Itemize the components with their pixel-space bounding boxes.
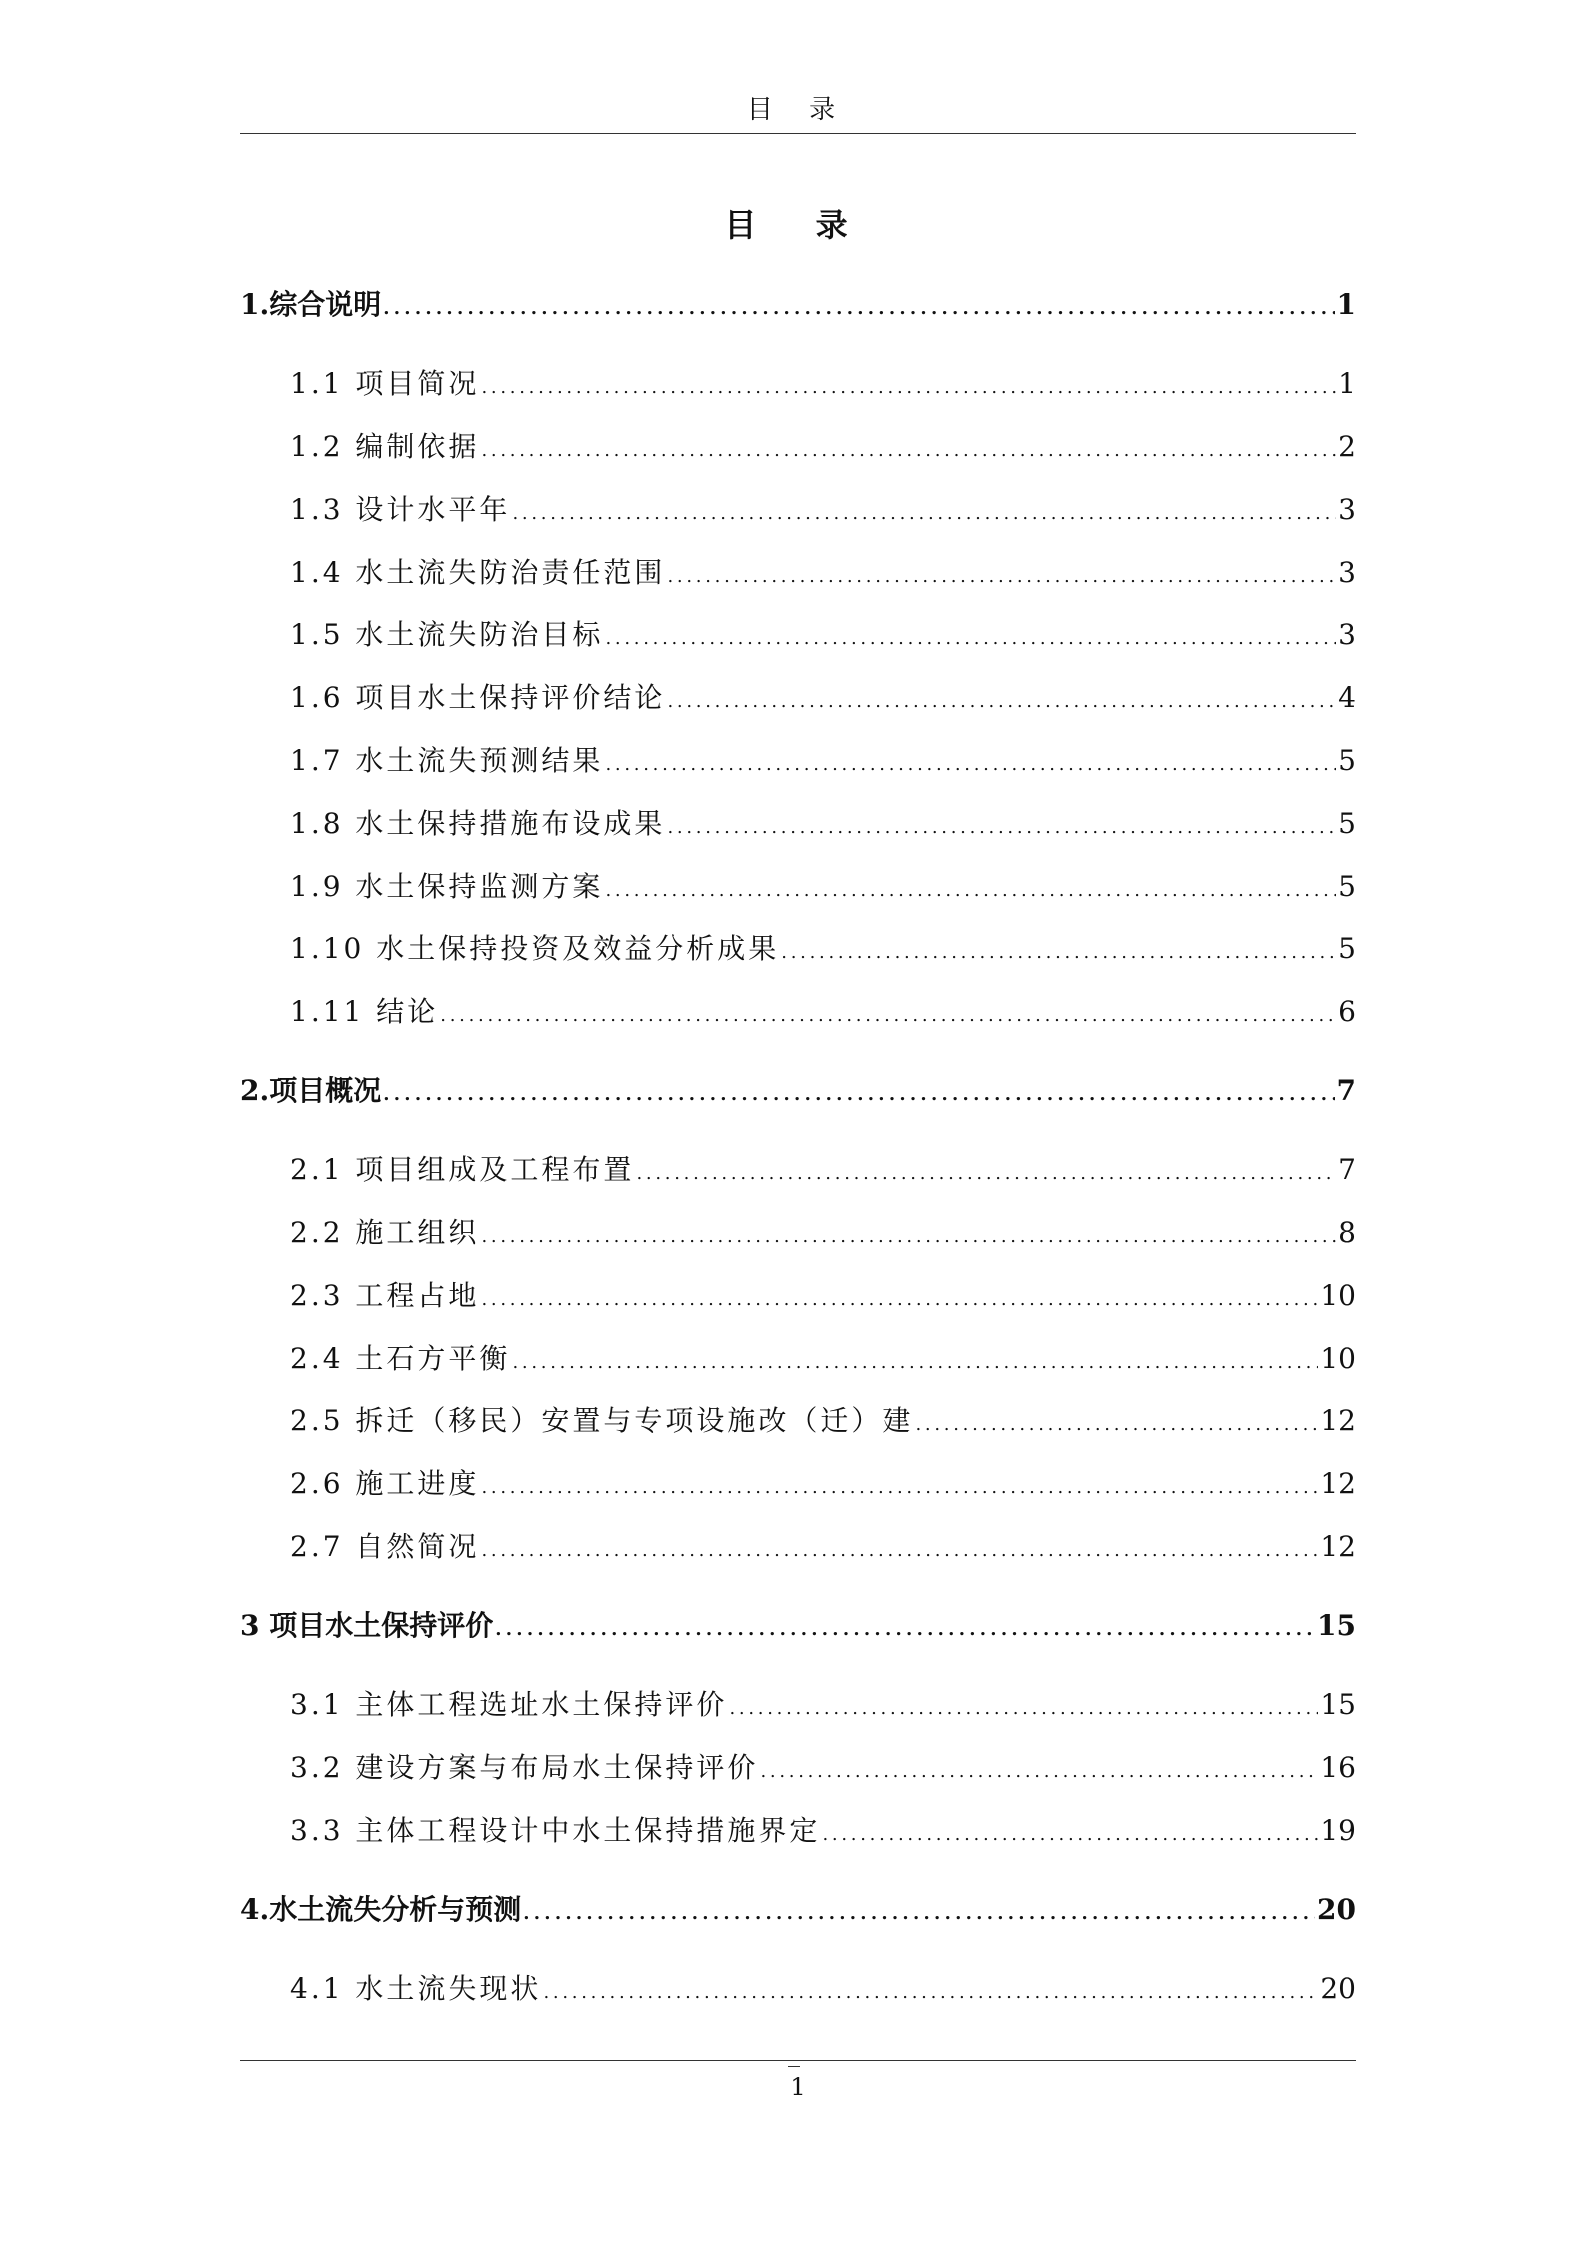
toc-entry[interactable] (290, 615, 1356, 655)
toc-entry-page: 15 (1320, 1688, 1356, 1721)
dot-leader (481, 1464, 1318, 1508)
toc-entry[interactable] (290, 1339, 1356, 1379)
toc-entry-page: 5 (1338, 932, 1356, 965)
toc-entry-page: 12 (1320, 1467, 1356, 1500)
toc-entry-title: 1.9 水土保持监测方案 (290, 870, 604, 903)
footer-rule (240, 2060, 1356, 2061)
toc-entry-page: 19 (1320, 1814, 1356, 1847)
dot-leader (667, 678, 1336, 722)
toc-entry-page: 3 (1338, 618, 1356, 651)
toc-entry[interactable] (290, 741, 1356, 781)
toc-entry-title: 2.6 施工进度 (290, 1467, 480, 1500)
toc-entry-title: 4.1 水土流失现状 (290, 1972, 542, 2005)
toc-entry[interactable] (290, 1464, 1356, 1504)
toc-entry-page: 20 (1320, 1972, 1356, 2005)
toc-entry[interactable] (290, 553, 1356, 593)
dot-leader (481, 1527, 1318, 1571)
dot-leader (760, 1748, 1318, 1792)
dot-leader (605, 615, 1336, 659)
toc-entry-page: 6 (1338, 995, 1356, 1028)
dot-leader (822, 1811, 1318, 1855)
toc-entry[interactable] (290, 678, 1356, 718)
toc-entry-page: 3 (1338, 493, 1356, 526)
toc-entry-page: 10 (1320, 1279, 1356, 1312)
toc-entry[interactable] (290, 1276, 1356, 1316)
dot-leader (383, 1071, 1334, 1115)
toc-entry-page: 5 (1338, 870, 1356, 903)
toc-entry[interactable] (290, 1748, 1356, 1788)
toc-entry-page: 7 (1338, 1153, 1356, 1186)
dot-leader (543, 1969, 1318, 2013)
toc-entry-title: 1.3 设计水平年 (290, 493, 511, 526)
toc-entry-title: 1.5 水土流失防治目标 (290, 618, 604, 651)
toc-entry[interactable] (290, 1811, 1356, 1851)
dot-leader (729, 1685, 1318, 1729)
toc-entry-page: 16 (1320, 1751, 1356, 1784)
dot-leader (481, 1213, 1336, 1257)
toc-entry-title: 2.3 工程占地 (290, 1279, 480, 1312)
page-number-mark (788, 2066, 800, 2067)
dot-leader (512, 490, 1336, 534)
toc-entry[interactable] (290, 804, 1356, 844)
toc-entry-page: 7 (1336, 1074, 1356, 1107)
dot-leader (481, 364, 1336, 408)
toc-entry-page: 5 (1338, 807, 1356, 840)
toc-entry[interactable] (290, 929, 1356, 969)
toc-entry[interactable] (290, 1213, 1356, 1253)
running-header: 目 录 (746, 95, 850, 125)
dot-leader (495, 1606, 1315, 1650)
toc-entry[interactable] (290, 992, 1356, 1032)
toc-entry-title: 1.11 结论 (290, 995, 439, 1028)
toc-entry-title: 2.5 拆迁（移民）安置与专项设施改（迁）建 (290, 1404, 914, 1437)
toc-entry-title: 1.2 编制依据 (290, 430, 480, 463)
toc-title: 目 录 (724, 206, 872, 244)
dot-leader (915, 1401, 1318, 1445)
toc-entry-title: 2.7 自然简况 (290, 1530, 480, 1563)
toc-entry-title: 1.10 水土保持投资及效益分析成果 (290, 932, 780, 965)
dot-leader (523, 1890, 1315, 1934)
header-rule (240, 133, 1356, 134)
toc-entry-title: 2.2 施工组织 (290, 1216, 480, 1249)
toc-entry-title: 3.2 建设方案与布局水土保持评价 (290, 1751, 759, 1784)
toc-entry[interactable] (290, 1527, 1356, 1567)
toc-entry-title: 1.1 项目简况 (290, 367, 480, 400)
toc-entry-page: 4 (1338, 681, 1356, 714)
toc-entry-page: 5 (1338, 744, 1356, 777)
toc-entry[interactable] (240, 1071, 1356, 1111)
dot-leader (481, 427, 1336, 471)
dot-leader (512, 1339, 1318, 1383)
toc-entry[interactable] (290, 1150, 1356, 1190)
toc-entry[interactable] (290, 1401, 1356, 1441)
dot-leader (667, 553, 1336, 597)
toc-entry-title: 2.项目概况 (240, 1074, 382, 1107)
dot-leader (636, 1150, 1336, 1194)
dot-leader (383, 285, 1334, 329)
toc-entry-page: 15 (1317, 1609, 1356, 1642)
toc-entry-page: 10 (1320, 1342, 1356, 1375)
dot-leader (605, 867, 1336, 911)
toc-entry-title: 1.综合说明 (240, 288, 382, 321)
dot-leader (667, 804, 1336, 848)
toc-entry-page: 3 (1338, 556, 1356, 589)
toc-entry-page: 1 (1336, 288, 1356, 321)
toc-entry-page: 20 (1317, 1893, 1356, 1926)
toc-entry-title: 4.水土流失分析与预测 (240, 1893, 522, 1926)
toc-entry[interactable] (240, 1606, 1356, 1646)
toc-entry-page: 8 (1338, 1216, 1356, 1249)
toc-entry-page: 2 (1338, 430, 1356, 463)
toc-entry-title: 3.1 主体工程选址水土保持评价 (290, 1688, 728, 1721)
page-number: 1 (790, 2073, 806, 2101)
toc-entry-page: 12 (1320, 1530, 1356, 1563)
toc-entry-title: 1.8 水土保持措施布设成果 (290, 807, 666, 840)
toc-entry[interactable] (240, 285, 1356, 325)
dot-leader (605, 741, 1336, 785)
toc-entry[interactable] (290, 364, 1356, 404)
dot-leader (781, 929, 1336, 973)
dot-leader (440, 992, 1336, 1036)
toc-entry-title: 1.4 水土流失防治责任范围 (290, 556, 666, 589)
toc-entry-title: 3 项目水土保持评价 (240, 1609, 494, 1642)
toc-entry[interactable] (290, 867, 1356, 907)
toc-entry-title: 1.6 项目水土保持评价结论 (290, 681, 666, 714)
toc-entry[interactable] (290, 427, 1356, 467)
toc-entry-title: 2.1 项目组成及工程布置 (290, 1153, 635, 1186)
toc-entry-title: 1.7 水土流失预测结果 (290, 744, 604, 777)
toc-entry[interactable] (290, 490, 1356, 530)
dot-leader (481, 1276, 1318, 1320)
toc-entry[interactable] (240, 1890, 1356, 1930)
toc-entry[interactable] (290, 1969, 1356, 2009)
toc-entry-page: 12 (1320, 1404, 1356, 1437)
toc-entry-title: 3.3 主体工程设计中水土保持措施界定 (290, 1814, 821, 1847)
toc-entry[interactable] (290, 1685, 1356, 1725)
toc-entry-title: 2.4 土石方平衡 (290, 1342, 511, 1375)
toc-entry-page: 1 (1338, 367, 1356, 400)
